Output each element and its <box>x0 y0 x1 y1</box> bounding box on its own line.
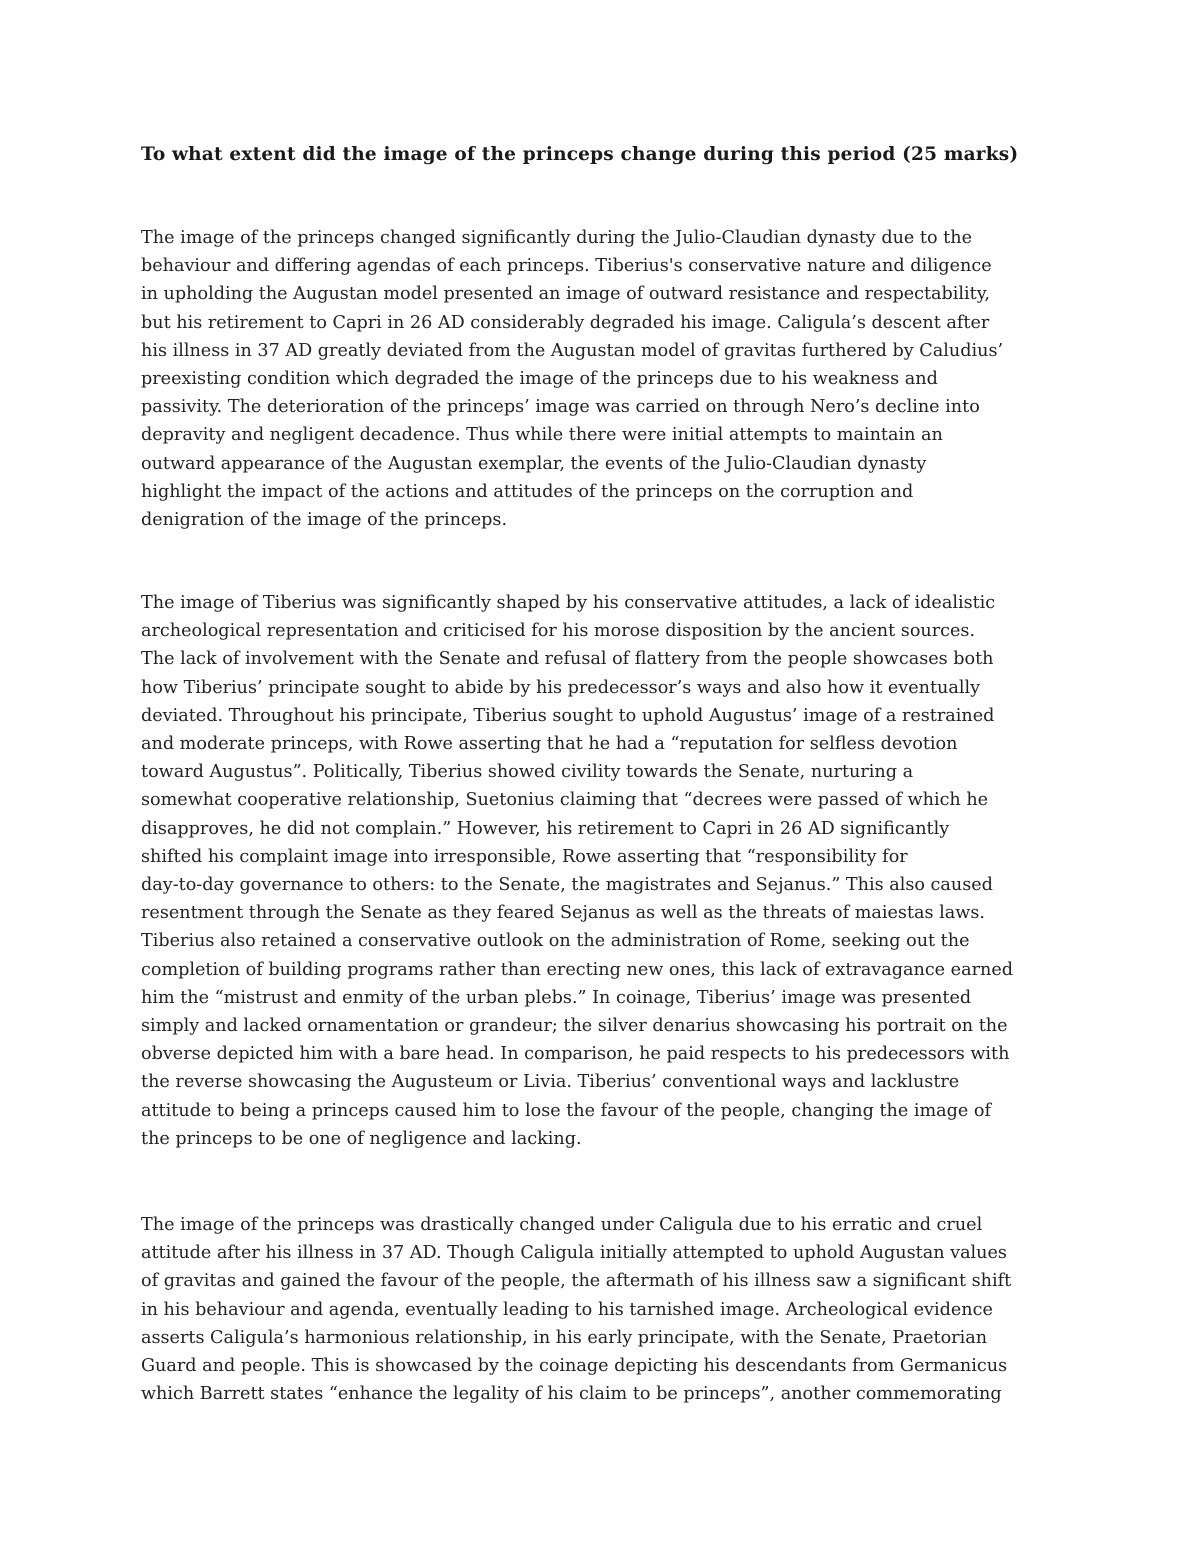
paragraph-caligula <box>141 1211 1066 1408</box>
text-line: denigration of the image of the princeps. <box>141 510 508 531</box>
text-line: The image of Tiberius was significantly shaped by his conservative attitudes, a lack of idealistic <box>141 593 996 613</box>
text-line: Guard and people. This is showcased by the coinage depicting his descendants from Germanicus <box>141 1356 1008 1377</box>
text-line: The lack of involvement with the Senate and refusal of flattery from the people showcases both <box>141 649 994 670</box>
text-line: day-to-day governance to others: to the Senate, the magistrates and Sejanus.” This also caused <box>141 875 993 896</box>
text-line: simply and lacked ornamentation or grandeur; the silver denarius showcasing his portrait on the <box>141 1016 1008 1037</box>
text-line: toward Augustus”. Politically, Tiberius showed civility towards the Senate, nurturing a <box>141 762 914 783</box>
text-line: The image of the princeps changed significantly during the Julio-Claudian dynasty due to the <box>141 228 972 248</box>
text-line: somewhat cooperative relationship, Suetonius claiming that “decrees were passed of which he <box>141 790 989 811</box>
text-line: disapproves, he did not complain.” However, his retirement to Capri in 26 AD significantly <box>141 818 950 839</box>
text-line: the reverse showcasing the Augusteum or Livia. Tiberius’ conventional ways and lacklustre <box>141 1072 960 1093</box>
text-line: how Tiberius’ principate sought to abide by his predecessor’s ways and also how it eventually <box>141 677 981 698</box>
text-line: passivity. The deterioration of the princeps’ image was carried on through Nero’s decline into <box>141 397 980 418</box>
essay-title: To what extent did the image of the princeps change during this period (25 marks) <box>141 144 1019 165</box>
text-line: his illness in 37 AD greatly deviated from the Augustan model of gravitas furthered by Caludius’ <box>141 340 1004 361</box>
text-line: highlight the impact of the actions and attitudes of the princeps on the corruption and <box>141 481 914 502</box>
text-line: the princeps to be one of negligence and lacking. <box>141 1128 582 1149</box>
text-line: shifted his complaint image into irresponsible, Rowe asserting that “responsibility for <box>141 846 908 867</box>
text-line: completion of building programs rather than erecting new ones, this lack of extravagance earned <box>141 959 1013 980</box>
text-line: deviated. Throughout his principate, Tiberius sought to uphold Augustus’ image of a restrained <box>141 705 995 726</box>
text-line: obverse depicted him with a bare head. In comparison, he paid respects to his predecessors with <box>141 1044 1010 1065</box>
text-line: archeological representation and criticised for his morose disposition by the ancient sources. <box>141 621 976 642</box>
text-line: but his retirement to Capri in 26 AD considerably degraded his image. Caligula’s descent after <box>141 312 990 333</box>
text-line: which Barrett states “enhance the legality of his claim to be princeps”, another commemorating <box>141 1384 1002 1405</box>
paragraph-introduction <box>141 224 1066 534</box>
text-line: outward appearance of the Augustan exemplar, the events of the Julio-Claudian dynasty <box>141 453 927 474</box>
text-line: attitude after his illness in 37 AD. Though Caligula initially attempted to uphold Augustan values <box>141 1243 1007 1264</box>
text-line: him the “mistrust and enmity of the urban plebs.” In coinage, Tiberius’ image was presented <box>141 987 972 1008</box>
text-line: resentment through the Senate as they feared Sejanus as well as the threats of maiestas laws. <box>141 903 985 924</box>
text-line: depravity and negligent decadence. Thus while there were initial attempts to maintain an <box>141 425 943 446</box>
text-line: of gravitas and gained the favour of the people, the aftermath of his illness saw a significant shift <box>141 1271 1012 1292</box>
text-line: attitude to being a princeps caused him to lose the favour of the people, changing the image of <box>141 1100 992 1121</box>
text-line: in upholding the Augustan model presented an image of outward resistance and respectability, <box>141 284 990 305</box>
text-line: in his behaviour and agenda, eventually leading to his tarnished image. Archeological evidence <box>141 1299 993 1320</box>
paragraph-tiberius <box>141 589 1066 1153</box>
text-line: behaviour and differing agendas of each princeps. Tiberius's conservative nature and diligence <box>141 256 992 277</box>
text-line: and moderate princeps, with Rowe asserting that he had a “reputation for selfless devotion <box>141 734 958 755</box>
text-line: preexisting condition which degraded the image of the princeps due to his weakness and <box>141 369 938 390</box>
text-line: The image of the princeps was drastically changed under Caligula due to his erratic and cruel <box>141 1215 983 1235</box>
text-line: Tiberius also retained a conservative outlook on the administration of Rome, seeking out the <box>141 931 970 952</box>
text-line: asserts Caligula’s harmonious relationship, in his early principate, with the Senate, Praetorian <box>141 1327 988 1348</box>
